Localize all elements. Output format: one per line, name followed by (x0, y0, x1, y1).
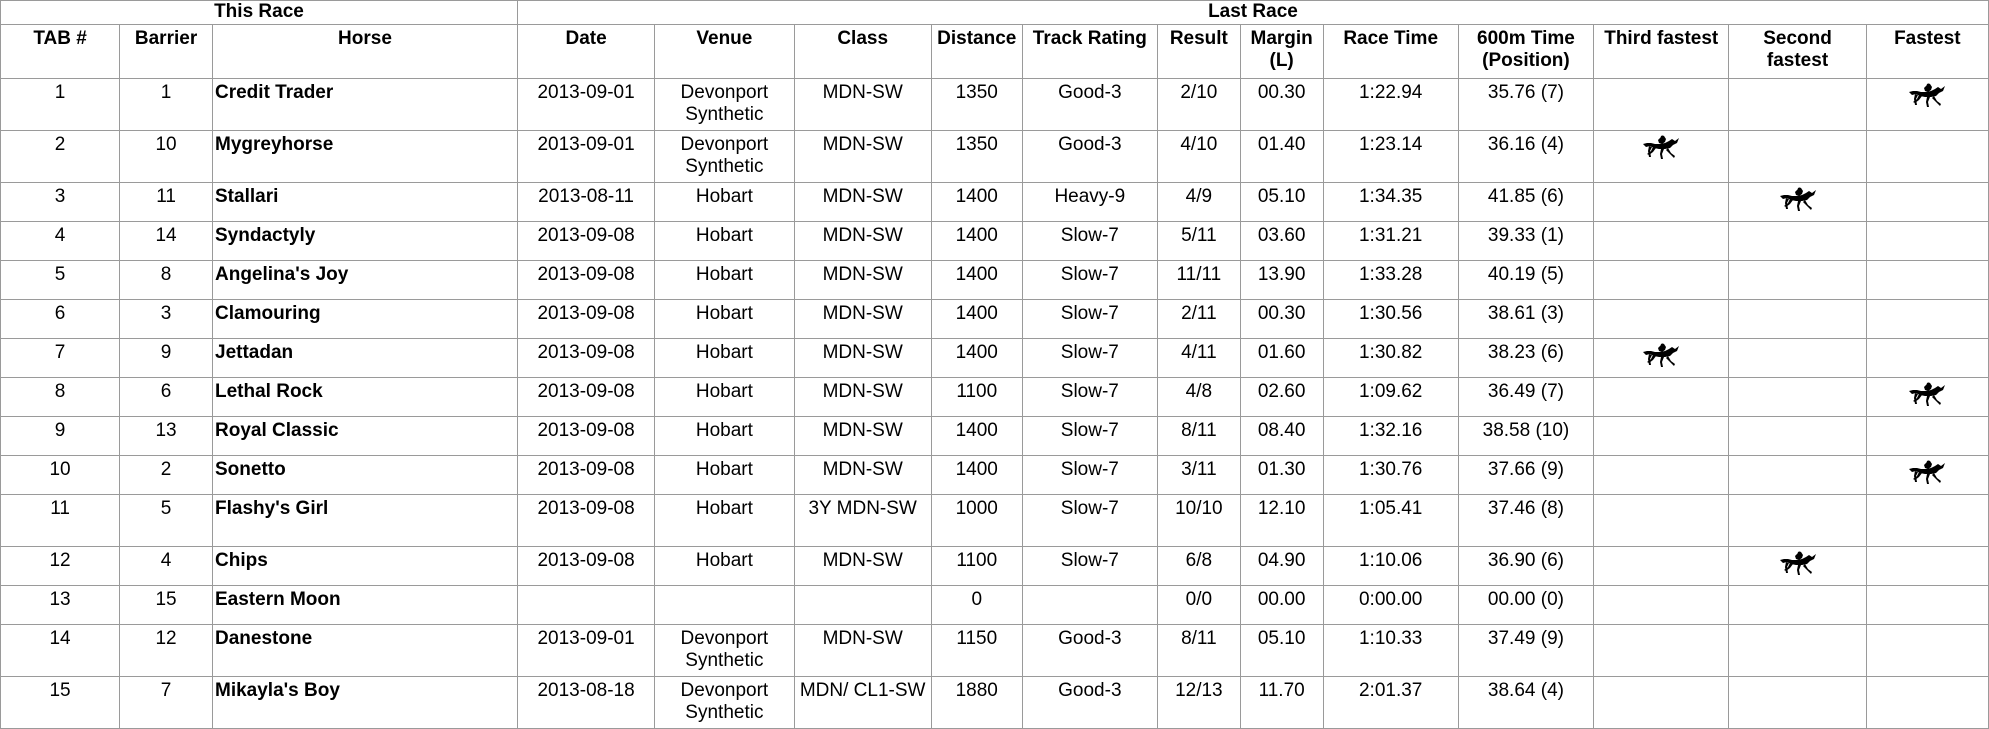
result-cell: 4/8 (1157, 378, 1240, 417)
second-fastest-cell (1729, 456, 1866, 495)
tab-number-cell: 9 (1, 417, 120, 456)
result-cell: 3/11 (1157, 456, 1240, 495)
horse-name-cell: Clamouring (213, 300, 518, 339)
class-cell (794, 586, 931, 625)
date-cell: 2013-09-08 (517, 495, 654, 547)
second-fastest-cell (1729, 677, 1866, 729)
col-header-second-fastest: Second fastest (1729, 25, 1866, 79)
second-fastest-cell (1729, 586, 1866, 625)
class-cell: MDN-SW (794, 261, 931, 300)
third-fastest-cell (1594, 222, 1729, 261)
track-rating-cell (1022, 586, 1157, 625)
barrier-cell: 2 (120, 456, 213, 495)
header-group-row (1, 1, 1989, 25)
date-cell (517, 586, 654, 625)
date-cell: 2013-09-08 (517, 378, 654, 417)
margin-cell: 01.30 (1240, 456, 1323, 495)
600m-time-cell: 36.16 (4) (1458, 131, 1593, 183)
600m-time-cell: 37.49 (9) (1458, 625, 1593, 677)
third-fastest-cell (1594, 261, 1729, 300)
barrier-cell: 5 (120, 495, 213, 547)
track-rating-cell: Heavy-9 (1022, 183, 1157, 222)
third-fastest-cell (1594, 183, 1729, 222)
600m-time-cell: 39.33 (1) (1458, 222, 1593, 261)
table-row (1, 222, 1989, 261)
barrier-cell: 10 (120, 131, 213, 183)
racehorse-jockey-icon (1779, 187, 1817, 215)
third-fastest-cell (1594, 677, 1729, 729)
table-row (1, 183, 1989, 222)
date-cell: 2013-09-01 (517, 625, 654, 677)
horse-name-cell: Angelina's Joy (213, 261, 518, 300)
date-cell: 2013-09-08 (517, 417, 654, 456)
distance-cell: 1400 (931, 339, 1022, 378)
date-cell: 2013-08-18 (517, 677, 654, 729)
third-fastest-cell (1594, 131, 1729, 183)
venue-cell: Hobart (655, 183, 794, 222)
fastest-cell (1866, 586, 1988, 625)
result-cell: 4/11 (1157, 339, 1240, 378)
result-cell: 8/11 (1157, 625, 1240, 677)
table-row (1, 586, 1989, 625)
class-cell: MDN/ CL1-SW (794, 677, 931, 729)
class-cell: MDN-SW (794, 456, 931, 495)
venue-cell: Hobart (655, 456, 794, 495)
second-fastest-cell (1729, 495, 1866, 547)
table-row (1, 378, 1989, 417)
600m-time-cell: 38.23 (6) (1458, 339, 1593, 378)
horse-name-cell: Mygreyhorse (213, 131, 518, 183)
tab-number-cell: 2 (1, 131, 120, 183)
track-rating-cell: Slow-7 (1022, 300, 1157, 339)
fastest-cell (1866, 300, 1988, 339)
result-cell: 5/11 (1157, 222, 1240, 261)
venue-cell: Hobart (655, 300, 794, 339)
barrier-cell: 9 (120, 339, 213, 378)
race-time-cell: 1:22.94 (1323, 79, 1458, 131)
race-time-cell: 2:01.37 (1323, 677, 1458, 729)
result-cell: 0/0 (1157, 586, 1240, 625)
track-rating-cell: Good-3 (1022, 677, 1157, 729)
venue-cell (655, 586, 794, 625)
second-fastest-cell (1729, 79, 1866, 131)
third-fastest-cell (1594, 586, 1729, 625)
margin-cell: 11.70 (1240, 677, 1323, 729)
col-header-600m-time: 600m Time (Position) (1458, 25, 1593, 79)
racehorse-jockey-icon (1908, 460, 1946, 488)
date-cell: 2013-09-08 (517, 456, 654, 495)
horse-name-cell: Syndactyly (213, 222, 518, 261)
horse-name-cell: Chips (213, 547, 518, 586)
tab-number-cell: 11 (1, 495, 120, 547)
race-time-cell: 1:10.06 (1323, 547, 1458, 586)
class-cell: MDN-SW (794, 79, 931, 131)
second-fastest-cell (1729, 547, 1866, 586)
date-cell: 2013-09-08 (517, 261, 654, 300)
class-cell: MDN-SW (794, 300, 931, 339)
table-row (1, 547, 1989, 586)
horse-name-cell: Danestone (213, 625, 518, 677)
600m-time-cell: 41.85 (6) (1458, 183, 1593, 222)
venue-cell: Hobart (655, 417, 794, 456)
third-fastest-cell (1594, 625, 1729, 677)
result-cell: 2/11 (1157, 300, 1240, 339)
result-cell: 4/10 (1157, 131, 1240, 183)
horse-name-cell: Jettadan (213, 339, 518, 378)
third-fastest-cell (1594, 300, 1729, 339)
date-cell: 2013-08-11 (517, 183, 654, 222)
margin-cell: 12.10 (1240, 495, 1323, 547)
600m-time-cell: 38.64 (4) (1458, 677, 1593, 729)
tab-number-cell: 6 (1, 300, 120, 339)
tab-number-cell: 15 (1, 677, 120, 729)
class-cell: MDN-SW (794, 417, 931, 456)
track-rating-cell: Slow-7 (1022, 339, 1157, 378)
col-header-fastest: Fastest (1866, 25, 1988, 79)
horse-name-cell: Lethal Rock (213, 378, 518, 417)
track-rating-cell: Good-3 (1022, 131, 1157, 183)
result-cell: 8/11 (1157, 417, 1240, 456)
margin-cell: 05.10 (1240, 183, 1323, 222)
tab-number-cell: 14 (1, 625, 120, 677)
600m-time-cell: 40.19 (5) (1458, 261, 1593, 300)
distance-cell: 1400 (931, 261, 1022, 300)
col-header-margin: Margin (L) (1240, 25, 1323, 79)
600m-time-cell: 00.00 (0) (1458, 586, 1593, 625)
fastest-cell (1866, 456, 1988, 495)
date-cell: 2013-09-08 (517, 339, 654, 378)
second-fastest-cell (1729, 300, 1866, 339)
racehorse-jockey-icon (1642, 135, 1680, 163)
fastest-cell (1866, 378, 1988, 417)
600m-time-cell: 35.76 (7) (1458, 79, 1593, 131)
col-header-tab: TAB # (1, 25, 120, 79)
margin-cell: 00.00 (1240, 586, 1323, 625)
class-cell: MDN-SW (794, 339, 931, 378)
date-cell: 2013-09-08 (517, 300, 654, 339)
margin-cell: 04.90 (1240, 547, 1323, 586)
horse-name-cell: Credit Trader (213, 79, 518, 131)
tab-number-cell: 4 (1, 222, 120, 261)
venue-cell: Devonport Synthetic (655, 79, 794, 131)
col-header-barrier: Barrier (120, 25, 213, 79)
col-header-distance: Distance (931, 25, 1022, 79)
venue-cell: Hobart (655, 378, 794, 417)
horse-name-cell: Eastern Moon (213, 586, 518, 625)
margin-cell: 00.30 (1240, 79, 1323, 131)
this-race-header: This Race (1, 1, 518, 25)
table-row (1, 625, 1989, 677)
result-cell: 11/11 (1157, 261, 1240, 300)
distance-cell: 1150 (931, 625, 1022, 677)
second-fastest-cell (1729, 417, 1866, 456)
fastest-cell (1866, 495, 1988, 547)
table-row (1, 300, 1989, 339)
fastest-cell (1866, 677, 1988, 729)
result-cell: 4/9 (1157, 183, 1240, 222)
track-rating-cell: Slow-7 (1022, 456, 1157, 495)
margin-cell: 01.60 (1240, 339, 1323, 378)
tab-number-cell: 7 (1, 339, 120, 378)
result-cell: 10/10 (1157, 495, 1240, 547)
distance-cell: 1400 (931, 300, 1022, 339)
distance-cell: 1350 (931, 131, 1022, 183)
racehorse-jockey-icon (1908, 382, 1946, 410)
track-rating-cell: Slow-7 (1022, 495, 1157, 547)
distance-cell: 1400 (931, 417, 1022, 456)
margin-cell: 02.60 (1240, 378, 1323, 417)
table-row (1, 495, 1989, 547)
col-header-result: Result (1157, 25, 1240, 79)
class-cell: MDN-SW (794, 378, 931, 417)
col-header-horse: Horse (213, 25, 518, 79)
600m-time-cell: 37.66 (9) (1458, 456, 1593, 495)
horse-name-cell: Stallari (213, 183, 518, 222)
track-rating-cell: Slow-7 (1022, 378, 1157, 417)
margin-cell: 13.90 (1240, 261, 1323, 300)
600m-time-cell: 37.46 (8) (1458, 495, 1593, 547)
fastest-cell (1866, 547, 1988, 586)
track-rating-cell: Good-3 (1022, 79, 1157, 131)
distance-cell: 1350 (931, 79, 1022, 131)
col-header-track-rating: Track Rating (1022, 25, 1157, 79)
race-time-cell: 1:10.33 (1323, 625, 1458, 677)
tab-number-cell: 12 (1, 547, 120, 586)
col-header-race-time: Race Time (1323, 25, 1458, 79)
third-fastest-cell (1594, 79, 1729, 131)
track-rating-cell: Slow-7 (1022, 417, 1157, 456)
date-cell: 2013-09-01 (517, 131, 654, 183)
table-row (1, 261, 1989, 300)
600m-time-cell: 38.58 (10) (1458, 417, 1593, 456)
margin-cell: 03.60 (1240, 222, 1323, 261)
tab-number-cell: 8 (1, 378, 120, 417)
barrier-cell: 6 (120, 378, 213, 417)
tab-number-cell: 1 (1, 79, 120, 131)
horse-name-cell: Flashy's Girl (213, 495, 518, 547)
class-cell: MDN-SW (794, 183, 931, 222)
fastest-cell (1866, 625, 1988, 677)
barrier-cell: 11 (120, 183, 213, 222)
venue-cell: Devonport Synthetic (655, 677, 794, 729)
racehorse-jockey-icon (1908, 83, 1946, 111)
venue-cell: Hobart (655, 261, 794, 300)
table-row (1, 417, 1989, 456)
barrier-cell: 3 (120, 300, 213, 339)
fastest-cell (1866, 131, 1988, 183)
second-fastest-cell (1729, 131, 1866, 183)
fastest-cell (1866, 261, 1988, 300)
track-rating-cell: Good-3 (1022, 625, 1157, 677)
race-time-cell: 0:00.00 (1323, 586, 1458, 625)
distance-cell: 0 (931, 586, 1022, 625)
track-rating-cell: Slow-7 (1022, 547, 1157, 586)
barrier-cell: 13 (120, 417, 213, 456)
600m-time-cell: 38.61 (3) (1458, 300, 1593, 339)
date-cell: 2013-09-08 (517, 222, 654, 261)
race-time-cell: 1:31.21 (1323, 222, 1458, 261)
second-fastest-cell (1729, 222, 1866, 261)
race-table-body (1, 79, 1989, 729)
fastest-cell (1866, 79, 1988, 131)
tab-number-cell: 5 (1, 261, 120, 300)
fastest-cell (1866, 339, 1988, 378)
racehorse-jockey-icon (1779, 551, 1817, 579)
venue-cell: Devonport Synthetic (655, 625, 794, 677)
barrier-cell: 4 (120, 547, 213, 586)
horse-name-cell: Sonetto (213, 456, 518, 495)
second-fastest-cell (1729, 339, 1866, 378)
600m-time-cell: 36.49 (7) (1458, 378, 1593, 417)
table-row (1, 79, 1989, 131)
col-header-date: Date (517, 25, 654, 79)
result-cell: 2/10 (1157, 79, 1240, 131)
race-time-cell: 1:30.76 (1323, 456, 1458, 495)
venue-cell: Hobart (655, 339, 794, 378)
col-header-third-fastest: Third fastest (1594, 25, 1729, 79)
venue-cell: Devonport Synthetic (655, 131, 794, 183)
class-cell: MDN-SW (794, 547, 931, 586)
third-fastest-cell (1594, 495, 1729, 547)
race-time-cell: 1:33.28 (1323, 261, 1458, 300)
barrier-cell: 14 (120, 222, 213, 261)
fastest-cell (1866, 183, 1988, 222)
second-fastest-cell (1729, 625, 1866, 677)
distance-cell: 1100 (931, 547, 1022, 586)
barrier-cell: 8 (120, 261, 213, 300)
race-time-cell: 1:09.62 (1323, 378, 1458, 417)
race-time-cell: 1:05.41 (1323, 495, 1458, 547)
horse-name-cell: Mikayla's Boy (213, 677, 518, 729)
distance-cell: 1400 (931, 183, 1022, 222)
barrier-cell: 12 (120, 625, 213, 677)
column-header-row (1, 25, 1989, 79)
table-row (1, 456, 1989, 495)
tab-number-cell: 13 (1, 586, 120, 625)
third-fastest-cell (1594, 417, 1729, 456)
tab-number-cell: 10 (1, 456, 120, 495)
second-fastest-cell (1729, 261, 1866, 300)
third-fastest-cell (1594, 456, 1729, 495)
third-fastest-cell (1594, 378, 1729, 417)
venue-cell: Hobart (655, 547, 794, 586)
barrier-cell: 1 (120, 79, 213, 131)
distance-cell: 1400 (931, 456, 1022, 495)
venue-cell: Hobart (655, 222, 794, 261)
distance-cell: 1100 (931, 378, 1022, 417)
table-row (1, 339, 1989, 378)
table-row (1, 677, 1989, 729)
tab-number-cell: 3 (1, 183, 120, 222)
margin-cell: 00.30 (1240, 300, 1323, 339)
distance-cell: 1000 (931, 495, 1022, 547)
class-cell: MDN-SW (794, 131, 931, 183)
class-cell: MDN-SW (794, 222, 931, 261)
track-rating-cell: Slow-7 (1022, 261, 1157, 300)
fastest-cell (1866, 222, 1988, 261)
race-time-cell: 1:30.82 (1323, 339, 1458, 378)
barrier-cell: 7 (120, 677, 213, 729)
col-header-venue: Venue (655, 25, 794, 79)
third-fastest-cell (1594, 547, 1729, 586)
barrier-cell: 15 (120, 586, 213, 625)
third-fastest-cell (1594, 339, 1729, 378)
second-fastest-cell (1729, 378, 1866, 417)
fastest-cell (1866, 417, 1988, 456)
second-fastest-cell (1729, 183, 1866, 222)
venue-cell: Hobart (655, 495, 794, 547)
600m-time-cell: 36.90 (6) (1458, 547, 1593, 586)
result-cell: 6/8 (1157, 547, 1240, 586)
racehorse-jockey-icon (1642, 343, 1680, 371)
result-cell: 12/13 (1157, 677, 1240, 729)
class-cell: 3Y MDN-SW (794, 495, 931, 547)
race-time-cell: 1:32.16 (1323, 417, 1458, 456)
last-race-header: Last Race (517, 1, 1988, 25)
distance-cell: 1400 (931, 222, 1022, 261)
race-time-cell: 1:30.56 (1323, 300, 1458, 339)
date-cell: 2013-09-01 (517, 79, 654, 131)
date-cell: 2013-09-08 (517, 547, 654, 586)
margin-cell: 08.40 (1240, 417, 1323, 456)
margin-cell: 01.40 (1240, 131, 1323, 183)
class-cell: MDN-SW (794, 625, 931, 677)
table-row (1, 131, 1989, 183)
horse-name-cell: Royal Classic (213, 417, 518, 456)
track-rating-cell: Slow-7 (1022, 222, 1157, 261)
race-time-cell: 1:34.35 (1323, 183, 1458, 222)
race-time-cell: 1:23.14 (1323, 131, 1458, 183)
margin-cell: 05.10 (1240, 625, 1323, 677)
col-header-class: Class (794, 25, 931, 79)
distance-cell: 1880 (931, 677, 1022, 729)
